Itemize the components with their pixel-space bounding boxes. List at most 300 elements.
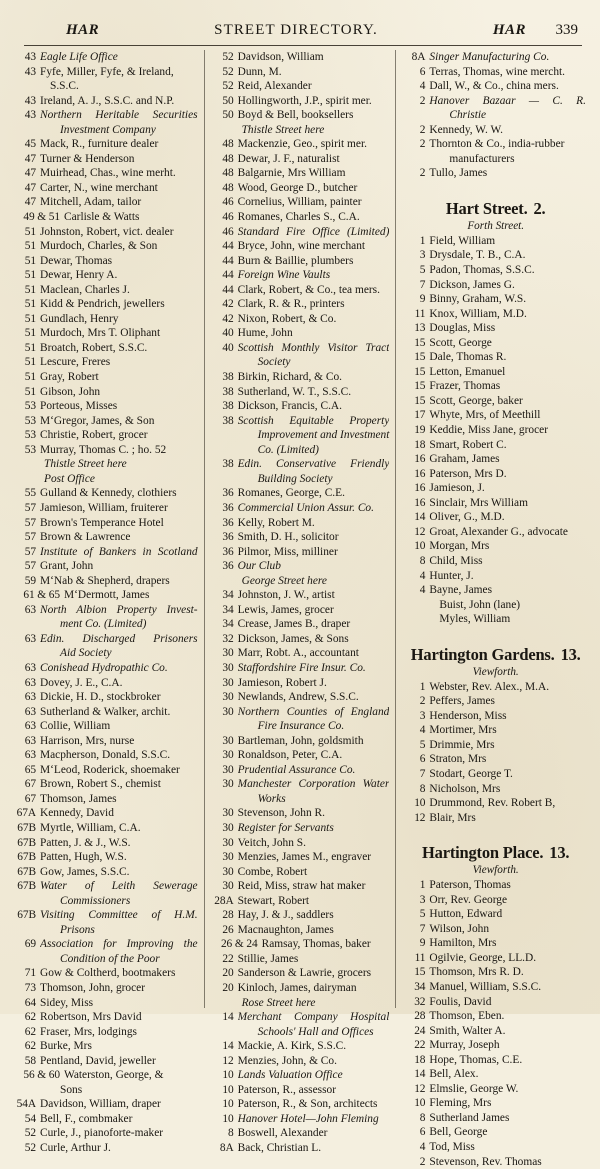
entry-name: Stillie, James [237,952,299,965]
entry-name: Hamilton, Mrs [429,937,497,950]
directory-entry [405,365,586,380]
entry-number: 40 [222,327,234,340]
entry-name: Curle, Arthur J. [40,1142,111,1155]
directory-entry [214,1039,390,1054]
entry-name: Scottish Equitable Property [237,414,390,427]
directory-entry [16,530,198,545]
entry-name: Sutherland & Walker, archit. [40,705,171,718]
entry-name: Dale, Thomas R. [429,351,507,364]
directory-entry [214,894,390,909]
entry-name: Kennedy, David [40,807,114,820]
directory-entry [405,263,586,278]
entry-number: 22 [414,1039,426,1052]
directory-entry [405,709,586,724]
entry-name: Robertson, Mrs David [40,1011,142,1024]
directory-entry [16,166,198,181]
street-heading [405,645,586,665]
entry-number: 20 [222,967,234,980]
directory-entry [405,782,586,797]
entry-number: 15 [414,351,426,364]
street-heading-locality: Forth Street. [467,219,525,232]
entry-number: 20 [222,982,234,994]
directory-entry [214,966,390,981]
entry-name: Fyfe, Miller, Fyfe, & Ireland, [40,65,174,78]
entry-name: Waterston, George, & [64,1069,164,1082]
entry-number: 38 [222,458,234,471]
entry-number: 51 [24,283,36,296]
entry-name: Sutherland James [429,1111,510,1124]
directory-entry [214,225,390,240]
page-number: 339 [555,22,578,38]
directory-entry [214,952,390,967]
entry-number: 34 [222,603,234,616]
entry-name: Smith, Walter A. [429,1024,506,1037]
entry-number: 53 [24,414,36,427]
directory-entry [16,65,198,80]
entry-name: Padon, Thomas, S.S.C. [429,264,535,277]
entry-number: 67B [17,851,36,864]
directory-entry [214,414,390,429]
entry-name: Carlisle & Watts [64,211,140,224]
directory-entry [16,326,198,341]
entry-number: 14 [414,1068,426,1081]
entry-name: Sutherland, W. T., S.S.C. [237,385,352,398]
entry-number: 6 [419,753,426,766]
street-heading-name: Hartington Place. [422,843,544,863]
directory-entry [405,951,586,966]
entry-name: Murdoch, Mrs T. Oliphant [40,327,161,340]
entry-continuation: Works [257,792,286,805]
street-heading-locality: Viewforth. [472,665,519,678]
entry-number: 42 [222,298,234,311]
entry-number: 10 [414,797,426,810]
entry-number: 30 [222,763,234,776]
entry-number: 10 [222,1112,234,1125]
entry-number: 44 [222,283,234,296]
directory-entry [16,414,198,429]
directory-entry [16,486,198,501]
directory-entry [405,350,586,365]
entry-number: 63 [24,661,36,674]
entry-number: 26 & 24 [220,938,258,951]
directory-entry [214,516,390,531]
directory-entry [405,452,586,467]
entry-number: 8A [219,1142,234,1155]
directory-entry [405,1111,586,1126]
entry-name: Carter, N., wine merchant [40,181,158,194]
entry-number: 3 [419,893,426,906]
directory-entry [214,341,390,356]
entry-name: Hanover Hotel—John Fleming [237,1112,379,1125]
entry-number: 30 [222,676,234,689]
entry-name: Sinclair, Mrs William [429,496,528,509]
entry-number: 30 [222,880,234,893]
entry-number: 12 [414,525,426,538]
entry-name: Burke, Mrs [40,1040,92,1053]
entry-name: Foreign Wine Vaults [237,269,331,282]
entry-number: 5 [419,908,426,921]
entry-name: Douglas, Miss [429,322,496,335]
street-heading [405,843,586,863]
entry-name: Our Club [237,560,281,573]
entry-number: 38 [222,400,234,413]
entry-number: 1 [419,680,426,693]
entry-number: 52 [24,1127,36,1140]
entry-number: 63 [24,749,36,762]
directory-entry [16,399,198,414]
directory-entry [214,676,390,691]
entry-number: 47 [24,167,36,180]
entry-number: 38 [222,385,234,398]
entry-name: Bell, F., combmaker [40,1112,133,1125]
entry-number: 10 [222,1098,234,1111]
entry-number: 2 [419,167,426,180]
directory-entry [405,394,586,409]
entry-number: 63 [24,720,36,733]
street-heading-name: Hartington Gardens. [410,644,555,664]
entry-name: Wilson, John [429,922,490,935]
entry-name: Letton, Emanuel [429,365,506,378]
entry-name: Romanes, Charles S., C.A. [237,211,360,224]
entry-name: Dewar, Henry A. [40,269,118,282]
entry-number: 63 [24,676,36,689]
entry-name: Combe, Robert [237,865,308,878]
entry-name: Oliver, G., M.D. [429,511,505,524]
directory-entry [214,923,390,938]
entry-name: Mackie, A. Kirk, S.S.C. [237,1040,347,1053]
entry-name: Menzies, James M., engraver [237,851,372,864]
directory-entry [16,137,198,152]
entry-number: 16 [414,482,426,495]
entry-continuation: Myles, William [439,613,511,626]
entry-number: 9 [419,937,426,950]
entry-name: Thomson, Eben. [429,1010,505,1023]
directory-entry [214,777,390,792]
entry-name: Institute of Bankers in Scotland [40,545,198,558]
entry-number: 53 [24,400,36,413]
directory-entry [405,137,586,152]
entry-number: 36 [222,560,234,573]
entry-number: 7 [419,767,426,780]
entry-name: Kelly, Robert M. [237,516,315,529]
entry-name: Scott, George [429,336,492,349]
directory-entry [405,907,586,922]
entry-number: 10 [414,1097,426,1110]
directory-entry [214,734,390,749]
directory-entry [16,981,198,996]
entry-number: 4 [419,724,426,737]
cross-street-note: Post Office [44,472,95,485]
entry-name: Webster, Rev. Alex., M.A. [429,680,550,693]
directory-entry [405,292,586,307]
entry-name: Standard Fire Office (Limited) [237,225,390,238]
directory-entry [16,748,198,763]
entry-name: Reid, Alexander [237,80,312,93]
entry-name: Thomson, Mrs R. D. [429,966,524,979]
entry-name: Birkin, Richard, & Co. [237,371,343,384]
entry-number: 22 [222,952,234,965]
directory-entry [214,1010,390,1025]
entry-continuation: Condition of the Poor [60,952,160,965]
directory-entry [405,379,586,394]
entry-name: Johnston, J. W., artist [237,589,335,602]
directory-entry [214,937,390,952]
directory-entry [16,1054,198,1069]
entry-name: Mack, R., furniture dealer [40,138,159,151]
directory-entry [214,65,390,80]
directory-entry [214,1141,390,1156]
entry-name: Jamieson, Robert J. [237,676,327,689]
directory-entry [214,806,390,821]
header-rule [24,45,582,46]
entry-number: 26 [222,923,234,936]
directory-entry [214,399,390,414]
entry-number: 47 [24,152,36,165]
entry-number: 1 [419,879,426,892]
entry-name: Jamieson, William, fruiterer [40,501,168,514]
directory-entry [405,539,586,554]
entry-name: Wood, George D., butcher [237,181,358,194]
directory-entry [16,850,198,865]
entry-name: Binny, Graham, W.S. [429,293,527,306]
directory-entry [405,1009,586,1024]
directory-entry [16,763,198,778]
entry-name: Pentland, David, jeweller [40,1054,156,1067]
entry-name: Kinloch, James, dairyman [237,982,357,994]
section-spacer [405,181,586,186]
directory-entry [16,1025,198,1040]
entry-name: Blair, Mrs [429,811,476,824]
entry-name: M‘Gregor, James, & Son [40,414,155,427]
directory-column-2 [204,50,396,1155]
entry-number: 17 [414,409,426,422]
directory-entry [405,980,586,995]
directory-entry [405,65,586,80]
entry-number: 16 [414,496,426,509]
directory-entry [16,879,198,894]
entry-name: Straton, Mrs [429,753,487,766]
entry-name: Thornton & Co., india-rubber [429,138,565,151]
directory-entry [214,646,390,661]
entry-name: Back, Christian L. [237,1142,322,1155]
street-heading-number: 13. [549,843,570,863]
entry-name: Groat, Alexander G., advocate [429,525,568,538]
directory-entry [16,94,198,109]
entry-number: 63 [24,734,36,747]
entry-name: Gibson, John [40,385,101,398]
entry-name: Ramsay, Thomas, baker [261,938,371,951]
entry-number: 32 [222,632,234,645]
directory-entry [405,569,586,584]
entry-number: 63 [24,603,36,616]
entry-name: Nixon, Robert, & Co. [237,312,337,325]
entry-name: Patten, J. & J., W.S. [40,836,131,849]
entry-number: 56 & 60 [23,1069,60,1082]
entry-number: 9 [419,293,426,306]
entry-number: 10 [414,540,426,553]
entry-name: Lands Valuation Office [237,1069,343,1082]
entry-continuation: ment Co. (Limited) [60,618,147,631]
entry-number: 36 [222,531,234,544]
entry-name: Tod, Miss [429,1141,475,1153]
directory-entry [16,1010,198,1025]
entry-continuation: Aid Society [60,647,112,660]
entry-name: Murdoch, Charles, & Son [40,240,158,253]
entry-continuation: Investment Company [60,123,156,136]
entry-continuation: Building Society [257,472,333,485]
entry-name: Whyte, Mrs, of Meethill [429,409,541,422]
entry-name: Scott, George, baker [429,394,523,407]
entry-number: 52 [222,65,234,78]
entry-number: 8 [419,782,426,795]
directory-entry [214,850,390,865]
entry-number: 44 [222,269,234,282]
directory-entry [214,865,390,880]
entry-number: 50 [222,94,234,107]
directory-entry [405,767,586,782]
entry-name: Singer Manufacturing Co. [429,51,550,63]
entry-number: 55 [24,487,36,500]
entry-number: 30 [222,705,234,718]
entry-number: 36 [222,545,234,558]
entry-name: Hollingworth, J.P., spirit mer. [237,94,372,107]
entry-number: 65 [24,763,36,776]
entry-number: 15 [414,394,426,407]
directory-entry [214,588,390,603]
entry-number: 47 [24,196,36,209]
directory-entry [405,878,586,893]
entry-name: Ronaldson, Peter, C.A. [237,749,343,762]
entry-name: Stewart, Robert [237,894,310,907]
entry-number: 30 [222,661,234,674]
running-head-right: HAR [492,22,526,38]
directory-entry [16,996,198,1011]
entry-number: 28 [414,1010,426,1023]
entry-number: 6 [419,1126,426,1139]
directory-entry [214,632,390,647]
entry-name: Dewar, J. F., naturalist [237,152,340,165]
entry-name: Terras, Thomas, wine mercht. [429,65,566,78]
directory-entry [214,79,390,94]
cross-street-note: Rose Street here [241,996,316,1009]
entry-number: 73 [24,982,36,994]
entry-number: 30 [222,734,234,747]
entry-name: Romanes, George, C.E. [237,487,345,500]
entry-name: Hope, Thomas, C.E. [429,1053,523,1066]
directory-entry [214,501,390,516]
directory-entry [405,481,586,496]
entry-number: 30 [222,836,234,849]
entry-name: Merchant Company Hospital [237,1011,390,1024]
directory-entry [214,705,390,720]
directory-entry [405,336,586,351]
entry-number: 3 [419,709,426,722]
entry-number: 30 [222,865,234,878]
entry-name: Orr, Rev. George [429,893,508,906]
entry-number: 2 [419,695,426,708]
entry-name: Scottish Monthly Visitor Tract [237,341,390,354]
entry-continuation: Sons [60,1083,83,1096]
entry-name: Marr, Robt. A., accountant [237,647,359,660]
directory-column-1 [12,50,204,1155]
directory-entry [16,1112,198,1127]
entry-name: Clark, R. & R., printers [237,298,345,311]
directory-entry [214,908,390,923]
directory-entry [16,545,198,560]
entry-number: 4 [419,569,426,582]
directory-entry [16,254,198,269]
entry-name: Fleming, Mrs [429,1097,492,1110]
entry-name: Johnston, Robert, vict. dealer [40,225,174,238]
entry-number: 51 [24,298,36,311]
entry-number: 51 [24,356,36,369]
directory-entry [16,312,198,327]
entry-name: Pilmor, Miss, milliner [237,545,338,558]
entry-number: 40 [222,341,234,354]
directory-entry [16,865,198,880]
directory-entry [214,283,390,298]
entry-name: Drysdale, T. B., C.A. [429,249,526,262]
cross-street-note: Thistle Street here [241,123,325,136]
entry-number: 34 [222,589,234,602]
directory-entry [214,748,390,763]
entry-number: 46 [222,225,234,238]
entry-name: Fraser, Mrs, lodgings [40,1025,137,1038]
directory-entry [405,811,586,826]
directory-entry [16,603,198,618]
directory-entry [16,1068,198,1083]
entry-number: 67B [17,909,36,922]
entry-number: 28A [214,894,234,907]
directory-entry [405,922,586,937]
entry-continuation: Co. (Limited) [257,443,319,456]
directory-entry [16,661,198,676]
entry-name: Nicholson, Mrs [429,782,501,795]
directory-entry [405,1024,586,1039]
entry-number: 15 [414,365,426,378]
entry-number: 46 [222,211,234,224]
entry-number: 3 [419,249,426,262]
directory-entry [16,181,198,196]
street-heading-number: 2. [533,198,546,218]
entry-number: 32 [414,995,426,1008]
directory-entry [16,937,198,952]
directory-entry [214,603,390,618]
directory-entry [405,467,586,482]
entry-continuation: Improvement and Investment [257,429,390,442]
entry-number: 36 [222,487,234,500]
directory-entry [214,690,390,705]
entry-name: Muirhead, Chas., wine merht. [40,167,176,180]
directory-entry [405,1038,586,1053]
directory-entry [16,370,198,385]
entry-number: 7 [419,278,426,291]
directory-entry [405,321,586,336]
directory-entry [16,632,198,647]
entry-name: Brown, Robert S., chemist [40,778,161,791]
entry-name: Paterson, R., & Son, architects [237,1098,378,1111]
directory-entry [214,195,390,210]
entry-name: Dickie, H. D., stockbroker [40,691,161,704]
directory-entry [214,1112,390,1127]
directory-entry [214,457,390,472]
entry-number: 16 [414,453,426,466]
entry-name: M‘Nab & Shepherd, drapers [40,574,170,587]
directory-entry [214,486,390,501]
entry-name: Kidd & Pendrich, jewellers [40,298,165,311]
entry-number: 34 [414,980,426,993]
directory-entry [16,501,198,516]
